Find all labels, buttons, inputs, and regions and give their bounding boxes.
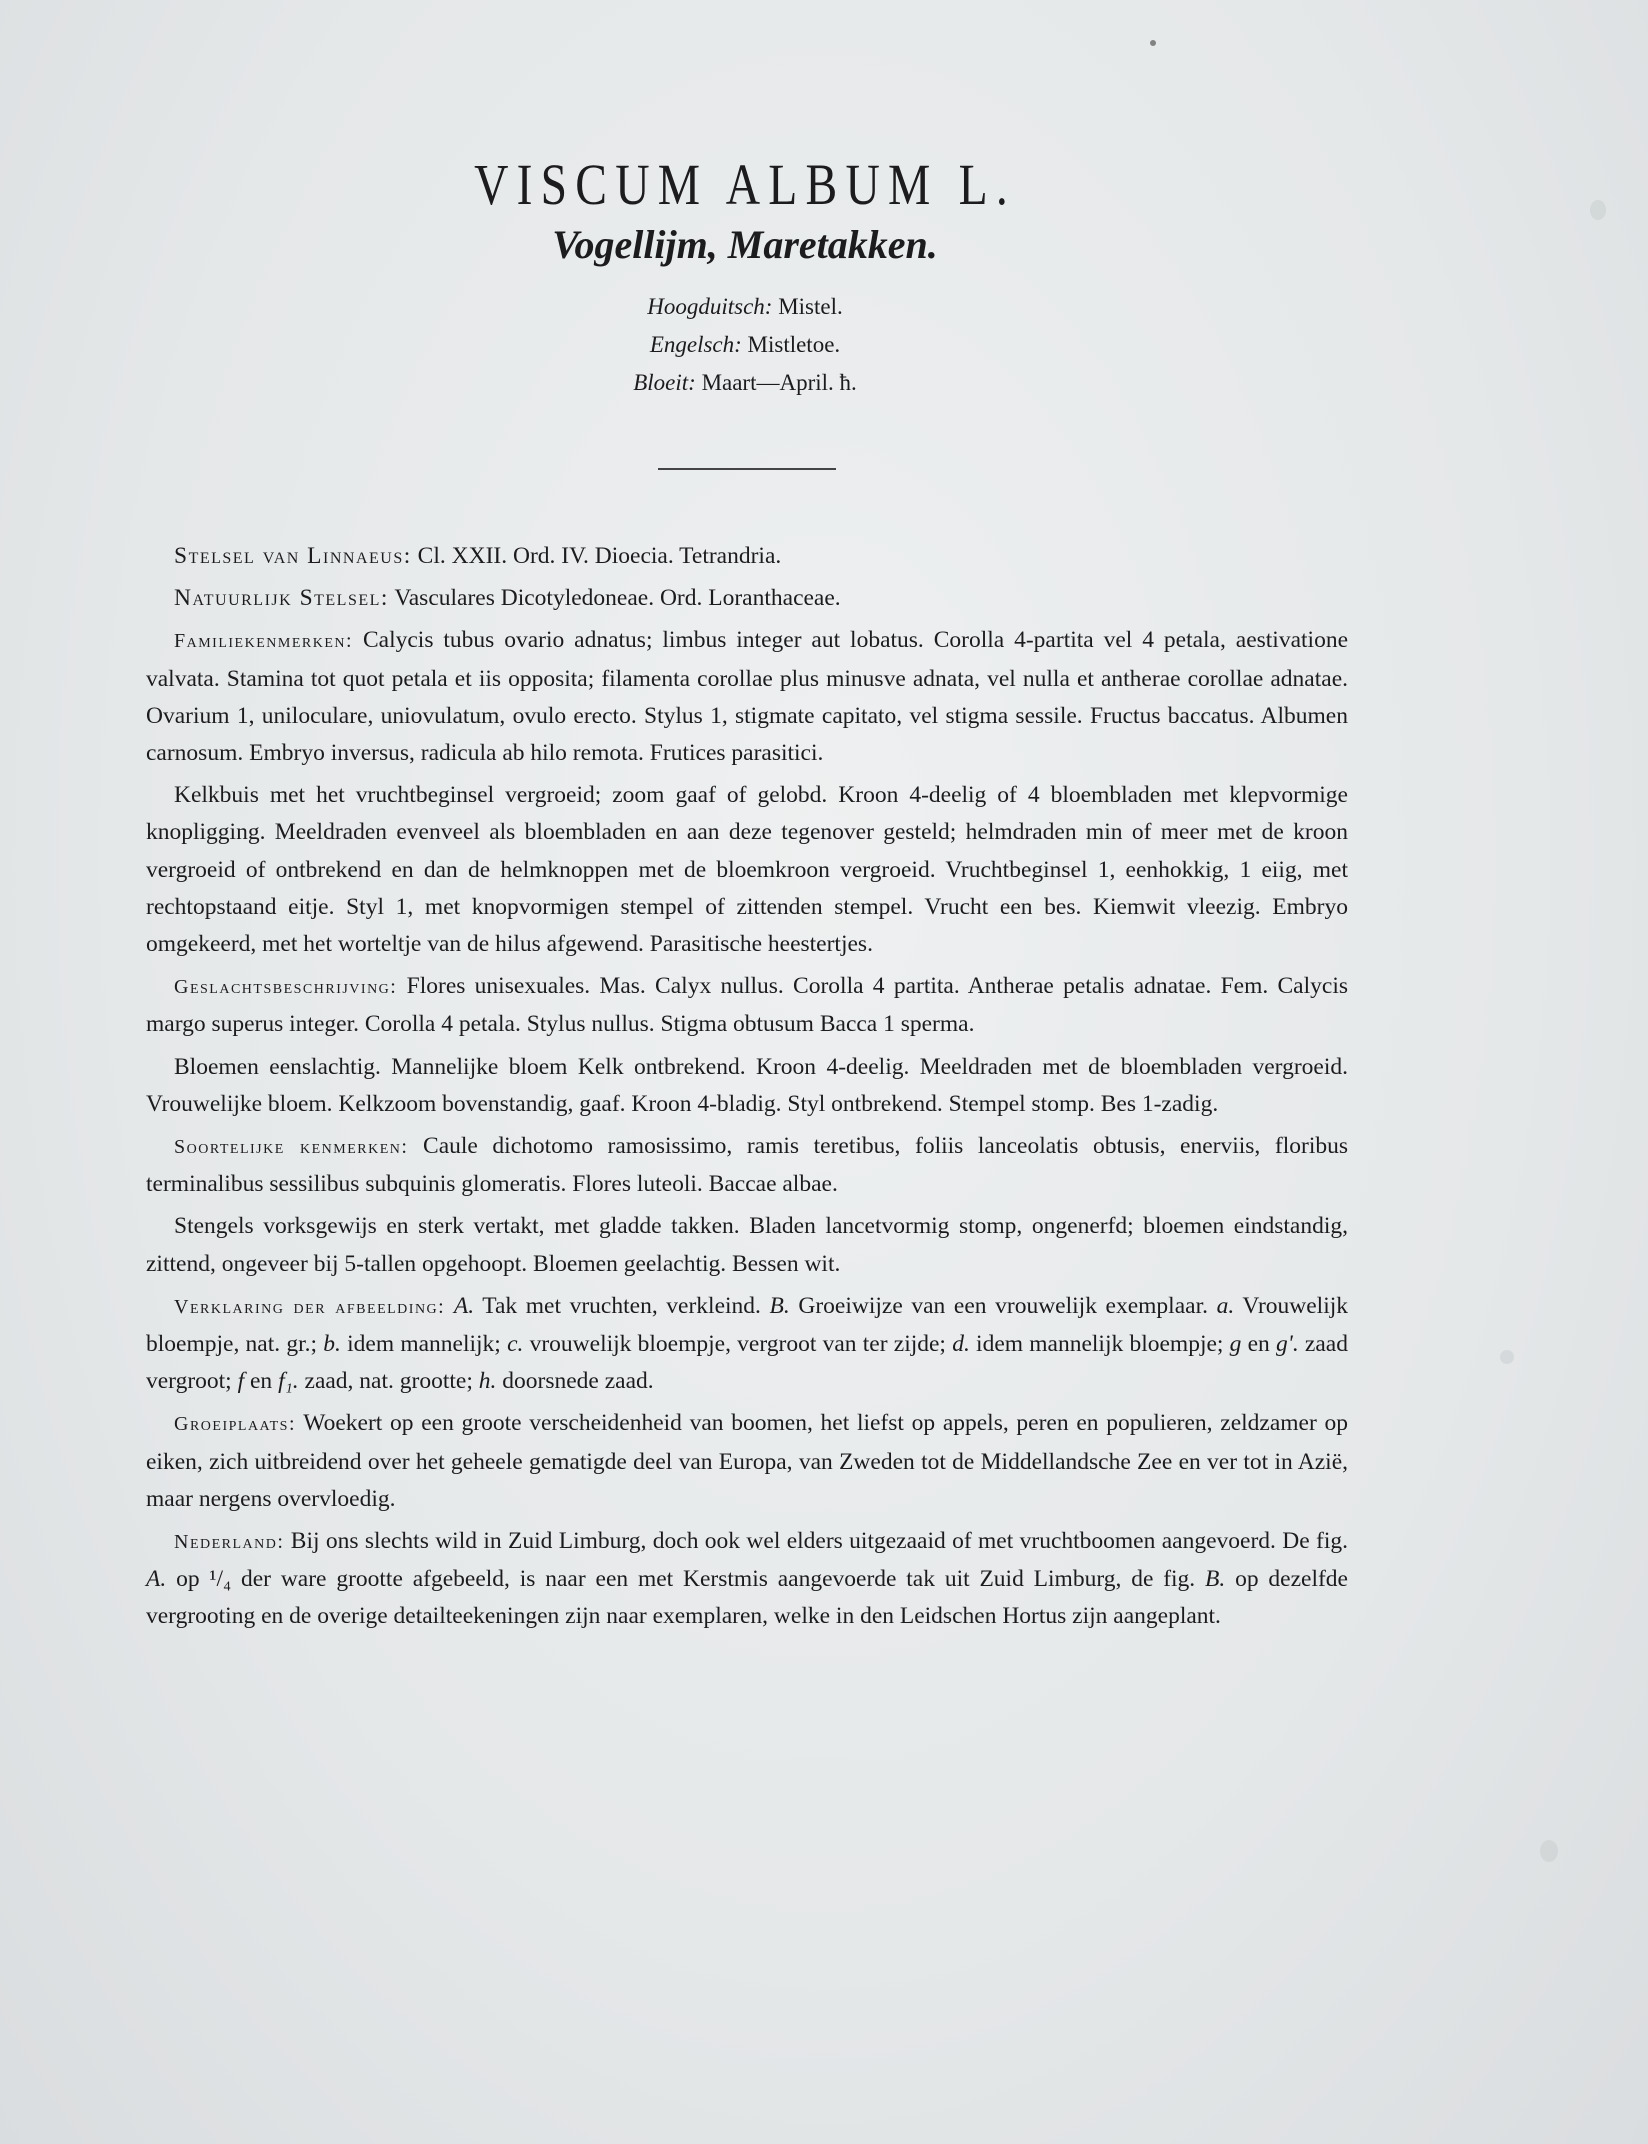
common-names [0,288,1490,402]
section-label: Familiekenmerken: [174,630,354,653]
section-text: idem mannelijk; [340,1331,508,1358]
section-label: Stelsel van Linnaeus: [174,543,412,569]
section-label: Verklaring der afbeelding: [174,1295,446,1318]
section-text: op dezelfde vergrooting en de overige detailteekeningen zijn naar exemplaren, welke in den Leidschen Hortus zijn aangeplant. [146,1566,1348,1630]
fig-ref: a. [1216,1292,1235,1319]
fig-ref: A. [146,1566,167,1593]
section-linnaeus [146,538,1348,575]
fig-ref: h. [478,1368,497,1395]
section-text: Flores unisexuales. Mas. Calyx nullus. Corolla 4 partita. Antherae petalis adnatae. Fem. Calycis margo superus integer. Corolla 4 petala. Stylus nullus. Stigma obtusum Bacca 1 sperma. [146,973,1348,1038]
name-value: Mistel. [778,294,843,319]
fig-ref: g [1229,1331,1242,1358]
fig-ref: c. [507,1331,524,1358]
section-nederland [146,1523,1348,1636]
description-body [146,538,1348,1641]
fig-ref: g'. [1276,1331,1299,1358]
section-text: Vasculares Dicotyledoneae. Ord. Loranthaceae. [394,585,841,612]
section-familie-dutch: Kelkbuis met het vruchtbeginsel vergroeid; zoom gaaf of gelobd. Kroon 4-deelig of 4 bloembladen met klepvormige knopligging. Meeldraden evenveel als bloembladen en aan deze tegenover gesteld; helmdraden min of meer met de kroon vergroeid of ontbrekend en dan de helmknoppen met de bloemkroon vergroeid. Vruchtbeginsel 1, eenhokkig, 1 eiig, met rechtopstaand eitje. Styl 1, met knopvormigen stempel of zittenden stempel. Vrucht een bes. Kiemwit vleezig. Embryo omgekeerd, met het worteltje van de hilus afgewend. Parasitische heestertjes. [146,782,1348,958]
fig-ref: b. [323,1331,341,1358]
fig-ref: d. [952,1331,970,1358]
name-row-english [0,326,1490,364]
section-label: Geslachtsbeschrijving: [174,976,398,999]
section-text: Vrouwelijk bloempje, nat. gr.; [146,1292,1349,1358]
section-soort-dutch: Stengels vorksgewijs en sterk vertakt, met gladde takken. Bladen lancetvormig stomp, ongenerfd; bloemen eindstandig, zittend, ongeveer bij 5-tallen opgehoopt. Bloemen geelachtig. Bessen wit. [146,1213,1348,1277]
section-label: Natuurlijk Stelsel: [174,585,389,612]
paper-speck [1150,40,1156,46]
section-text: zaad, nat. grootte; [298,1368,479,1395]
section-text: vrouwelijk bloempje, vergroot van ter zijde; [523,1331,953,1358]
section-text: Woekert op een groote verscheidenheid van boomen, het liefst op appels, peren en populieren, zeldzamer op eiken, zich uitbreidend over het geheele gematigde deel van Europa, van Zweden tot de Middellandsche Zee en ver tot in Azië, maar nergens overvloedig. [146,1410,1348,1512]
name-label: Hoogduitsch: [647,294,773,319]
section-geslacht [146,968,1348,1043]
section-text: Calycis tubus ovario adnatus; limbus integer aut lobatus. Corolla 4-partita vel 4 petala, aestivatione valvata. Stamina tot quot petala et iis opposita; filamenta corollae plus minusve adnata, vel nulla et antherae corollae adnatae. Ovarium 1, uniloculare, uniovulatum, ovulo erecto. Stylus 1, stigmate capitato, vel stigma sessile. Fructus baccatus. Albumen carnosum. Embryo inversus, radicula ab hilo remota. Frutices parasitici. [146,627,1349,767]
section-groeiplaats [146,1405,1348,1518]
name-label: Bloeit: [633,370,696,395]
section-text: Bij ons slechts wild in Zuid Limburg, doch ook wel elders uitgezaaid of met vruchtboomen aangevoerd. De fig. [290,1528,1348,1555]
section-label: Soortelijke kenmerken: [174,1136,409,1159]
section-geslacht-dutch: Bloemen eenslachtig. Mannelijke bloem Kelk ontbrekend. Kroon 4-deelig. Meeldraden met de bloembladen vergroeid. Vrouwelijke bloem. Kelkzoom bovenstandig, gaaf. Kroon 4-bladig. Styl ontbrekend. Stempel stomp. Bes 1-zadig. [146,1053,1348,1117]
vernacular-names: Vogellijm, Maretakken. [552,222,938,267]
section-text: Caule dichotomo ramosissimo, ramis teretibus, foliis lanceolatis obtusis, enerviis, floribus terminalibus sessilibus subquinis glomeratis. Flores luteoli. Baccae albae. [146,1133,1349,1198]
section-text: doorsnede zaad. [496,1368,654,1395]
fig-ref: f [237,1368,245,1395]
section-text: op ¹/₄ der ware grootte afgebeeld, is naar een met Kerstmis aangevoerde tak uit Zuid Limburg, de fig. [166,1566,1206,1593]
section-text: en [244,1368,279,1395]
name-label: Engelsch: [649,332,742,357]
section-text: zaad vergroot; [146,1331,1348,1395]
section-natuurlijk [146,580,1348,617]
fig-ref: B. [769,1292,790,1319]
section-text: Tak met vruchten, verkleind. [474,1292,770,1319]
section-verklaring [146,1288,1348,1401]
paper-stain [1590,200,1606,220]
section-text: idem mannelijk bloempje; [969,1331,1230,1358]
name-row-flowering [0,364,1490,402]
divider-rule [658,468,836,470]
fig-ref: f₁. [278,1368,299,1395]
section-text: en [1241,1331,1277,1358]
section-familie [146,622,1348,772]
name-value: Maart—April. ħ. [701,370,857,395]
section-label: Groeiplaats: [174,1413,297,1436]
name-row-german [0,288,1490,326]
section-label: Nederland: [174,1531,285,1554]
section-text: Cl. XXII. Ord. IV. Dioecia. Tetrandria. [417,543,782,569]
fig-ref: A. [453,1292,475,1319]
fig-ref: B. [1205,1566,1226,1593]
paper-stain [1540,1840,1558,1862]
section-soort [146,1128,1348,1203]
paper-stain [1500,1350,1514,1364]
page-title: VISCUM ALBUM L. [474,152,1016,217]
name-value: Mistletoe. [747,332,841,357]
section-text: Groeiwijze van een vrouwelijk exemplaar. [789,1292,1217,1319]
